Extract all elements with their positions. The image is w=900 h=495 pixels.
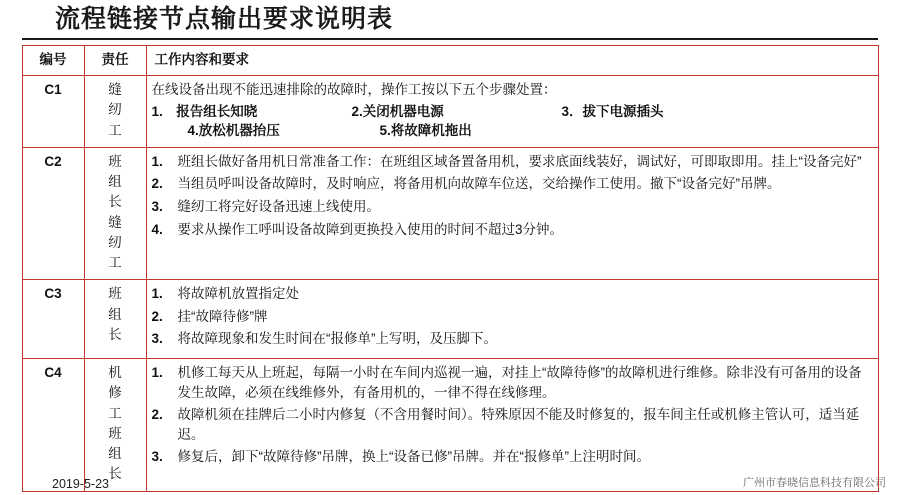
list-item (152, 329, 873, 349)
list-item (152, 284, 873, 304)
list-text: 将故障现象和发生时间在“报修单”上写明，及压脚下。 (177, 331, 497, 347)
list-marker: 3. (151, 449, 163, 465)
c1-steps-line-2 (152, 121, 873, 141)
list-marker: 1. (151, 365, 163, 380)
list-marker: 3. (151, 198, 163, 214)
table-row (22, 280, 878, 359)
list-marker: 2. (151, 407, 163, 423)
responsible-char: 纫 (108, 234, 122, 250)
list-text: 班组长做好备用机日常准备工作：在班组区域备置备用机，要求底面线装好，调试好，可即取即用。挂上“设备完好” (177, 153, 862, 169)
responsible-char: 班 (108, 153, 122, 169)
list-text: 将故障机放置指定处 (177, 286, 299, 302)
header-cell-content: 工作内容和要求 (146, 45, 878, 76)
c1-step-2: 2.关闭机器电源 (351, 103, 444, 119)
c1-step-5: 5.将故障机拖出 (379, 123, 472, 139)
responsible-char: 工 (108, 405, 122, 421)
list-marker: 1. (151, 286, 163, 302)
table-row (22, 147, 878, 280)
list-item (152, 152, 873, 172)
responsible-char: 纫 (108, 102, 122, 118)
list-item (152, 220, 873, 240)
list-text: 修复后，卸下“故障待修”吊牌，换上“设备已修”吊牌。并在“报修单”上注明时间。 (177, 449, 650, 465)
header-cell-id: 编号 (22, 45, 84, 76)
footer-date: 2019-5-23 (52, 477, 109, 491)
responsible-char: 班 (108, 425, 122, 441)
c1-step-4: 4.放松机器抬压 (187, 123, 280, 139)
row-content-c3 (146, 280, 878, 359)
list-marker: 2. (151, 308, 163, 324)
list-item (152, 405, 873, 444)
row-responsible-c3 (84, 280, 146, 359)
list-item (152, 363, 873, 402)
list-text: 挂“故障待修”牌 (177, 308, 268, 324)
responsible-char: 班 (108, 286, 122, 302)
title-divider (22, 38, 878, 40)
responsible-char: 组 (108, 306, 122, 322)
table-row (22, 76, 878, 148)
responsible-char: 机 (108, 365, 122, 380)
row-id-c3: C3 (22, 280, 84, 359)
footer-brand: 广州市春晓信息科技有限公司 (743, 477, 886, 489)
list-text: 要求从操作工呼叫设备故障到更换投入使用的时间不超过3分钟。 (177, 221, 564, 237)
requirements-table (22, 45, 879, 492)
responsible-char: 修 (108, 385, 122, 401)
responsible-char: 工 (108, 255, 122, 271)
row-content-c2 (146, 147, 878, 280)
c1-steps-line-1 (152, 102, 873, 122)
row-responsible-c1 (84, 76, 146, 148)
responsible-char: 缝 (108, 82, 122, 98)
c1-step-3: 3．拔下电源插头 (561, 103, 664, 119)
list-item (152, 447, 873, 467)
list-marker: 2. (151, 176, 163, 192)
list-marker: 3. (151, 331, 163, 347)
responsible-char: 长 (108, 194, 122, 210)
row-id-c4: C4 (22, 359, 84, 492)
responsible-char: 长 (108, 466, 122, 482)
responsible-char: 缝 (108, 214, 122, 230)
responsible-char: 组 (108, 446, 122, 461)
row-id-c1: C1 (22, 76, 84, 148)
row-id-c2: C2 (22, 147, 84, 280)
list-text: 机修工每天从上班起，每隔一小时在车间内巡视一遍，对挂上“故障待修”的故障机进行维修。除非没有可备用的设备发生故障，必须在线维修外，有备用机的，一律不得在线修理。 (177, 365, 862, 400)
list-marker: 1. (151, 153, 163, 169)
page-title: 流程链接节点输出要求说明表 (55, 5, 394, 33)
list-text: 当组员呼叫设备故障时，及时响应，将备用机向故障车位送，交给操作工使用。撤下“设备完好”吊牌。 (177, 176, 781, 192)
list-item (152, 174, 873, 194)
row-content-c1 (146, 76, 878, 148)
list-marker: 4. (151, 221, 163, 237)
responsible-char: 组 (108, 174, 122, 190)
page-footer (0, 469, 900, 495)
header-cell-responsible: 责任 (84, 45, 146, 76)
c1-lead-text: 在线设备出现不能迅速排除的故障时，操作工按以下五个步骤处置： (151, 82, 557, 98)
row-responsible-c2 (84, 147, 146, 280)
list-text: 故障机须在挂牌后二小时内修复（不含用餐时间）。特殊原因不能及时修复的，报车间主任或机修主管认可，适当延迟。 (177, 407, 860, 442)
list-item (152, 307, 873, 327)
list-item (152, 197, 873, 217)
c1-step-1: 1. 报告组长知晓 (151, 103, 258, 119)
responsible-char: 工 (108, 122, 122, 138)
list-text: 缝纫工将完好设备迅速上线使用。 (177, 198, 380, 214)
table-header-row (22, 45, 878, 76)
responsible-char: 长 (108, 326, 122, 342)
